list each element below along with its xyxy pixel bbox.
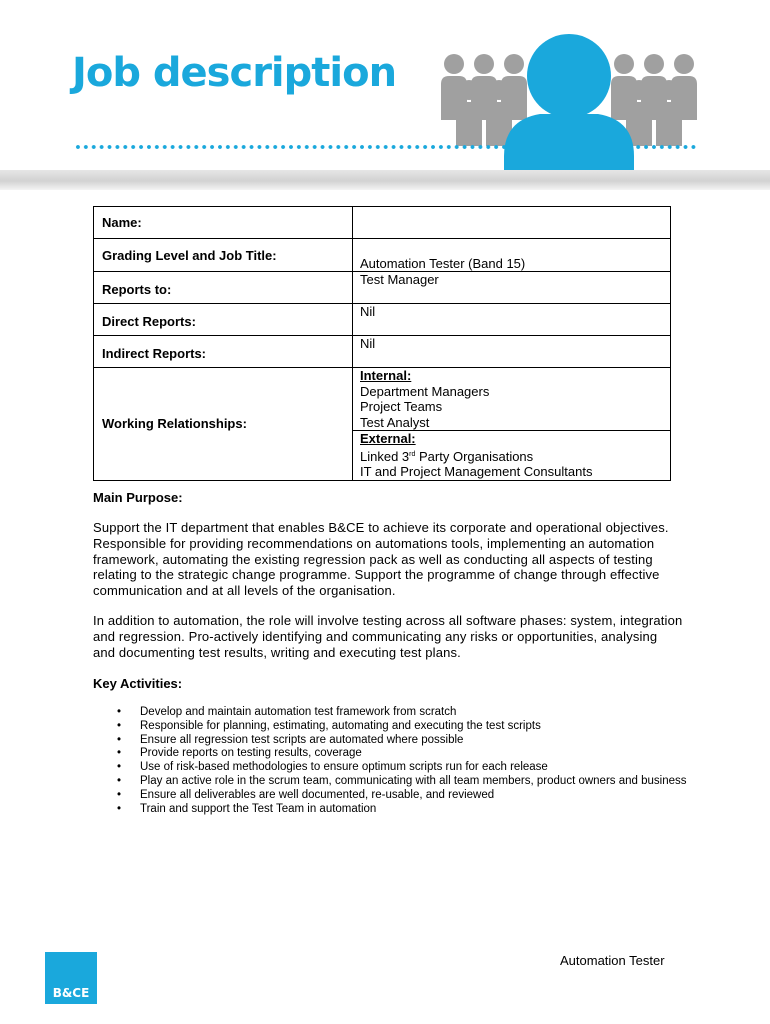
internal-item: Project Teams [360, 399, 443, 414]
bullet-icon: • [117, 719, 122, 732]
person-icon [444, 54, 464, 74]
person-icon [489, 80, 509, 100]
bullet-icon: • [117, 733, 122, 746]
job-info-table [93, 206, 671, 481]
direct-label-cell [94, 304, 353, 336]
bullet-icon: • [117, 788, 122, 801]
footer-document-title: Automation Tester [560, 953, 665, 968]
grading-label: Grading Level and Job Title: [102, 247, 277, 263]
external-heading: External: [360, 431, 416, 446]
page-title: Job description [72, 50, 397, 96]
name-label-cell [94, 207, 353, 239]
activity-item: • Responsible for planning, estimating, automating and executing the test scripts [117, 719, 541, 732]
activity-item: • Play an active role in the scrum team, communicating with all team members, product owners and business [117, 774, 687, 787]
activity-item: • Use of risk-based methodologies to ensure optimum scripts run for each release [117, 761, 548, 774]
internal-item: Test Analyst [360, 414, 430, 430]
external-item: IT and Project Management Consultants [360, 464, 593, 479]
people-group-illustration [432, 30, 702, 175]
main-purpose-heading: Main Purpose: [93, 490, 183, 505]
working-label: Working Relationships: [102, 416, 247, 432]
name-label: Name: [102, 215, 142, 230]
grading-label-cell [94, 239, 353, 272]
key-activities-list [93, 706, 693, 816]
automation-paragraph: In addition to automation, the role will involve testing across all software phases: system, integration and regression. Pro-actively identifying and communicating any risks or opportunities, analysing and documenting test results, writing and executing test plans. [93, 613, 683, 660]
person-icon [644, 54, 664, 74]
external-item: Linked 3rd Party Organisations [360, 448, 534, 464]
bullet-icon: • [117, 747, 122, 760]
activity-item: • Train and support the Test Team in automation [117, 802, 377, 815]
activity-item: • Develop and maintain automation test framework from scratch [117, 706, 457, 718]
header-shadow-band [0, 170, 770, 190]
bullet-icon: • [117, 774, 122, 787]
person-icon [656, 102, 682, 146]
bullet-icon: • [117, 706, 122, 718]
name-value [353, 207, 671, 239]
person-icon [659, 80, 679, 100]
main-purpose-paragraph: Support the IT department that enables B&CE to achieve its corporate and operational objectives. Responsible for providing recommendations on automations tools, implementing an automation framework, automating the existing regression pack as well as conducting all aspects of testing relating to the strategic change programme. Support the programme of change through effective communication and at all levels of the organisation. [93, 520, 669, 599]
bce-logo: B&CE [45, 952, 97, 1004]
person-icon [459, 80, 479, 100]
dotted-divider [74, 144, 696, 150]
grading-value: Automation Tester (Band 15) [353, 239, 671, 272]
person-icon [504, 54, 524, 74]
indirect-label-cell [94, 336, 353, 368]
key-activities-heading: Key Activities: [93, 676, 183, 691]
direct-label: Direct Reports: [102, 314, 196, 329]
direct-value: Nil [353, 304, 671, 336]
activity-item: • Ensure all deliverables are well documented, re-usable, and reviewed [117, 788, 495, 801]
internal-cell [353, 368, 671, 431]
person-icon [614, 54, 634, 74]
activity-item: • Provide reports on testing results, coverage [117, 747, 362, 760]
reports-label: Reports to: [102, 282, 172, 297]
internal-heading: Internal: [360, 368, 412, 383]
bullet-icon: • [117, 761, 122, 774]
indirect-label: Indirect Reports: [102, 346, 207, 361]
indirect-value: Nil [353, 336, 671, 368]
person-icon [629, 80, 649, 100]
reports-value: Test Manager [353, 272, 671, 304]
reports-label-cell [94, 272, 353, 304]
activity-item: • Ensure all regression test scripts are automated where possible [117, 733, 464, 746]
internal-item: Department Managers [360, 383, 490, 399]
person-icon [674, 54, 694, 74]
working-label-cell [94, 368, 353, 481]
external-cell [353, 431, 671, 481]
person-icon [474, 54, 494, 74]
person-icon [456, 102, 482, 146]
bullet-icon: • [117, 802, 122, 815]
